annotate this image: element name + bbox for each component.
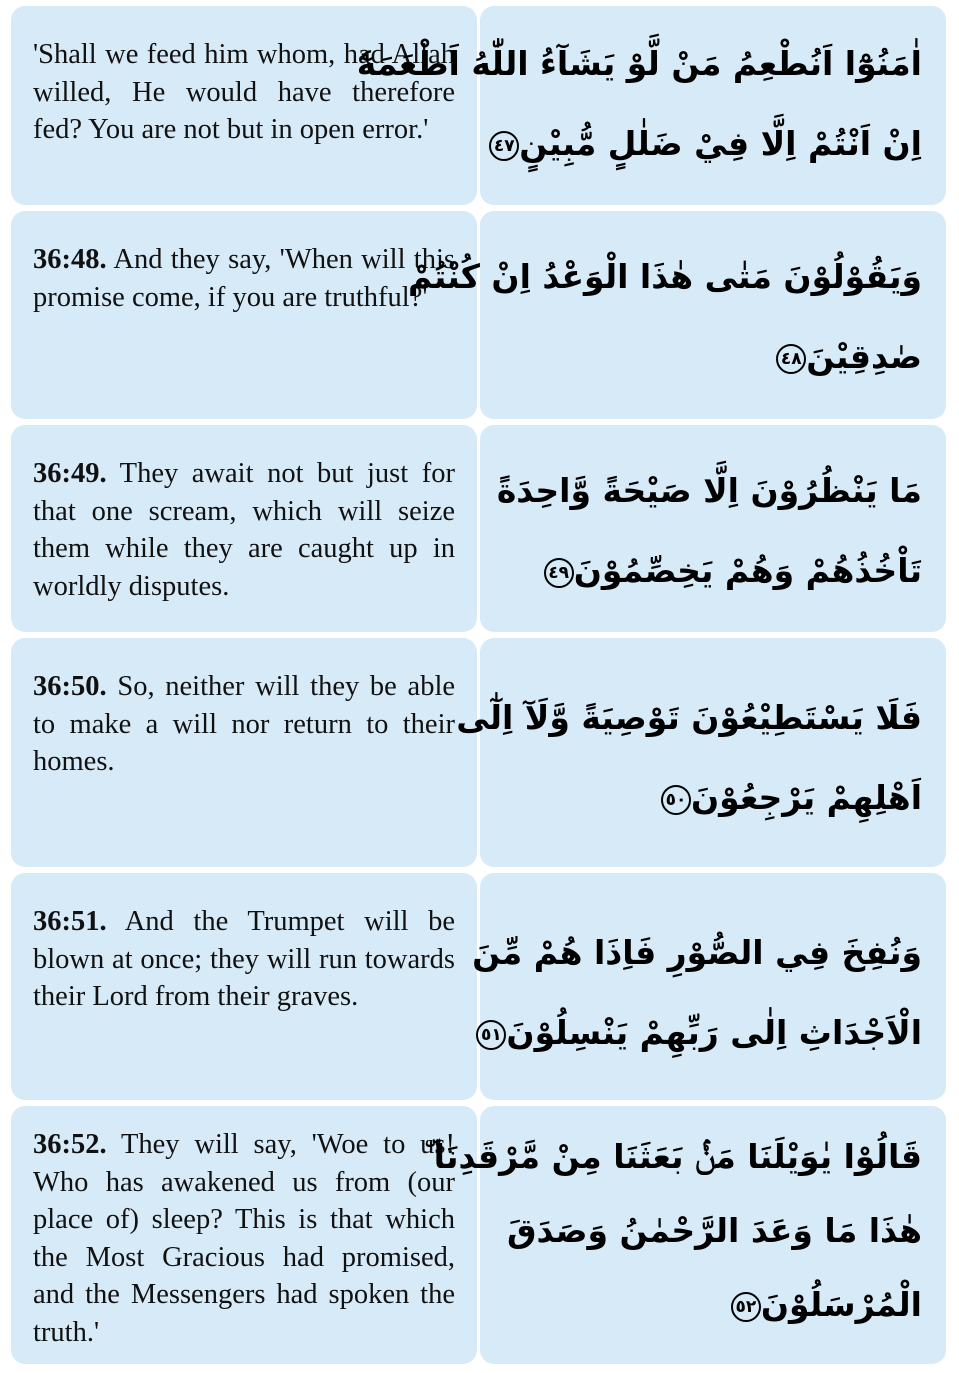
translation-text: And the Trumpet will be blown at once; they will run towards their Lord from their graves. — [33, 906, 455, 1012]
english-translation — [11, 425, 477, 605]
verse-translation-cell — [11, 638, 477, 867]
verse-reference: 36:52. — [33, 1129, 107, 1160]
arabic-line: وَيَقُوْلُوْنَ مَتٰى هٰذَا الْوَعْدُ اِنْ كُنْتُمْ — [407, 257, 922, 296]
arabic-line — [498, 1268, 922, 1342]
arabic-verse-cell — [356, 6, 946, 205]
verse-reference: 36:49. — [33, 458, 107, 489]
arabic-line — [498, 317, 922, 397]
arabic-line: هٰذَا مَا وَعَدَ الرَّحْمٰنُ وَصَدَقَ — [507, 1211, 922, 1250]
translation-text: And they say, 'When will this promise come, if you are truthful?' — [33, 244, 455, 313]
ayah-number-badge: ٥١ — [476, 1020, 506, 1050]
arabic-line — [481, 993, 922, 1073]
arabic-verse-cell — [425, 1106, 946, 1364]
arabic-verse — [425, 1106, 946, 1342]
arabic-line — [493, 104, 922, 184]
arabic-line: مَا يَنْظُرُوْنَ اِلَّا صَيْحَةً وَّاحِدَةً — [496, 471, 922, 510]
verse-translation-cell — [11, 873, 477, 1100]
arabic-line-text: اَهْلِهِمْ يَرْجِعُوْنَ — [691, 778, 922, 817]
translation-text: So, neither will they be able to make a will nor return to their homes. — [33, 671, 456, 777]
verse-translation-cell — [11, 1106, 477, 1364]
arabic-verse — [480, 425, 946, 611]
arabic-verse — [456, 638, 946, 838]
arabic-line: وَنُفِخَ فِي الصُّوْرِ فَاِذَا هُمْ مِّنَ — [472, 933, 922, 972]
arabic-line — [498, 531, 922, 611]
arabic-verse-cell — [472, 873, 946, 1100]
arabic-line: قَالُوْا يٰوَيْلَنَا مَنْۢ بَعَثَنَا مِنْ مَّرْقَدِنَا ۜ — [425, 1137, 922, 1176]
arabic-verse-cell — [480, 425, 946, 632]
ayah-number-badge: ٥٢ — [731, 1292, 761, 1322]
ayah-number-badge: ٤٩ — [544, 558, 574, 588]
arabic-line-text: صٰدِقِيْنَ — [806, 337, 922, 376]
arabic-verse — [472, 873, 946, 1073]
arabic-verse-cell — [407, 211, 946, 419]
arabic-line — [498, 758, 922, 838]
arabic-verse-cell — [456, 638, 946, 867]
ayah-number-badge: ٤٨ — [776, 344, 806, 374]
translation-text: They will say, 'Woe to us! Who has awakened us from (our place of) sleep? This is that which the Most Gracious had promised, and the Messengers had spoken the truth.' — [33, 1129, 455, 1348]
verse-reference: 36:48. — [33, 244, 107, 275]
verse-reference: 36:51. — [33, 906, 107, 937]
english-translation — [11, 1106, 477, 1351]
english-translation — [11, 873, 477, 1016]
verse-translation-cell — [11, 425, 477, 632]
ayah-number-badge: ٤٧ — [489, 131, 519, 161]
arabic-line-text: الْاَجْدَاثِ اِلٰى رَبِّهِمْ يَنْسِلُوْنَ — [506, 1013, 922, 1052]
arabic-line-text: تَاْخُذُهُمْ وَهُمْ يَخِصِّمُوْنَ — [573, 551, 922, 590]
verse-reference: 36:50. — [33, 671, 107, 702]
translation-text: 'Shall we feed him whom, had Allah willed, He would have therefore fed? You are not but in open error.' — [33, 39, 455, 145]
english-translation — [11, 638, 477, 781]
arabic-line-text: الْمُرْسَلُوْنَ — [760, 1285, 922, 1324]
arabic-line: فَلَا يَسْتَطِيْعُوْنَ تَوْصِيَةً وَّلَآ اِلٰٓى — [456, 698, 922, 737]
verse-grid — [11, 6, 946, 1366]
translation-text: They await not but just for that one scream, which will seize them while they are caught up in worldly disputes. — [33, 458, 455, 602]
arabic-line-text: اِنْ اَنْتُمْ اِلَّا فِيْ ضَلٰلٍ مُّبِيْنٍ — [519, 124, 922, 163]
arabic-verse — [356, 6, 946, 184]
arabic-verse — [407, 211, 946, 397]
arabic-line: اٰمَنُوْٓا اَنُطْعِمُ مَنْ لَّوْ يَشَآءُ اللّٰهُ اَطْعَمَهٗٓ — [356, 44, 922, 83]
ayah-number-badge: ٥٠ — [661, 785, 691, 815]
